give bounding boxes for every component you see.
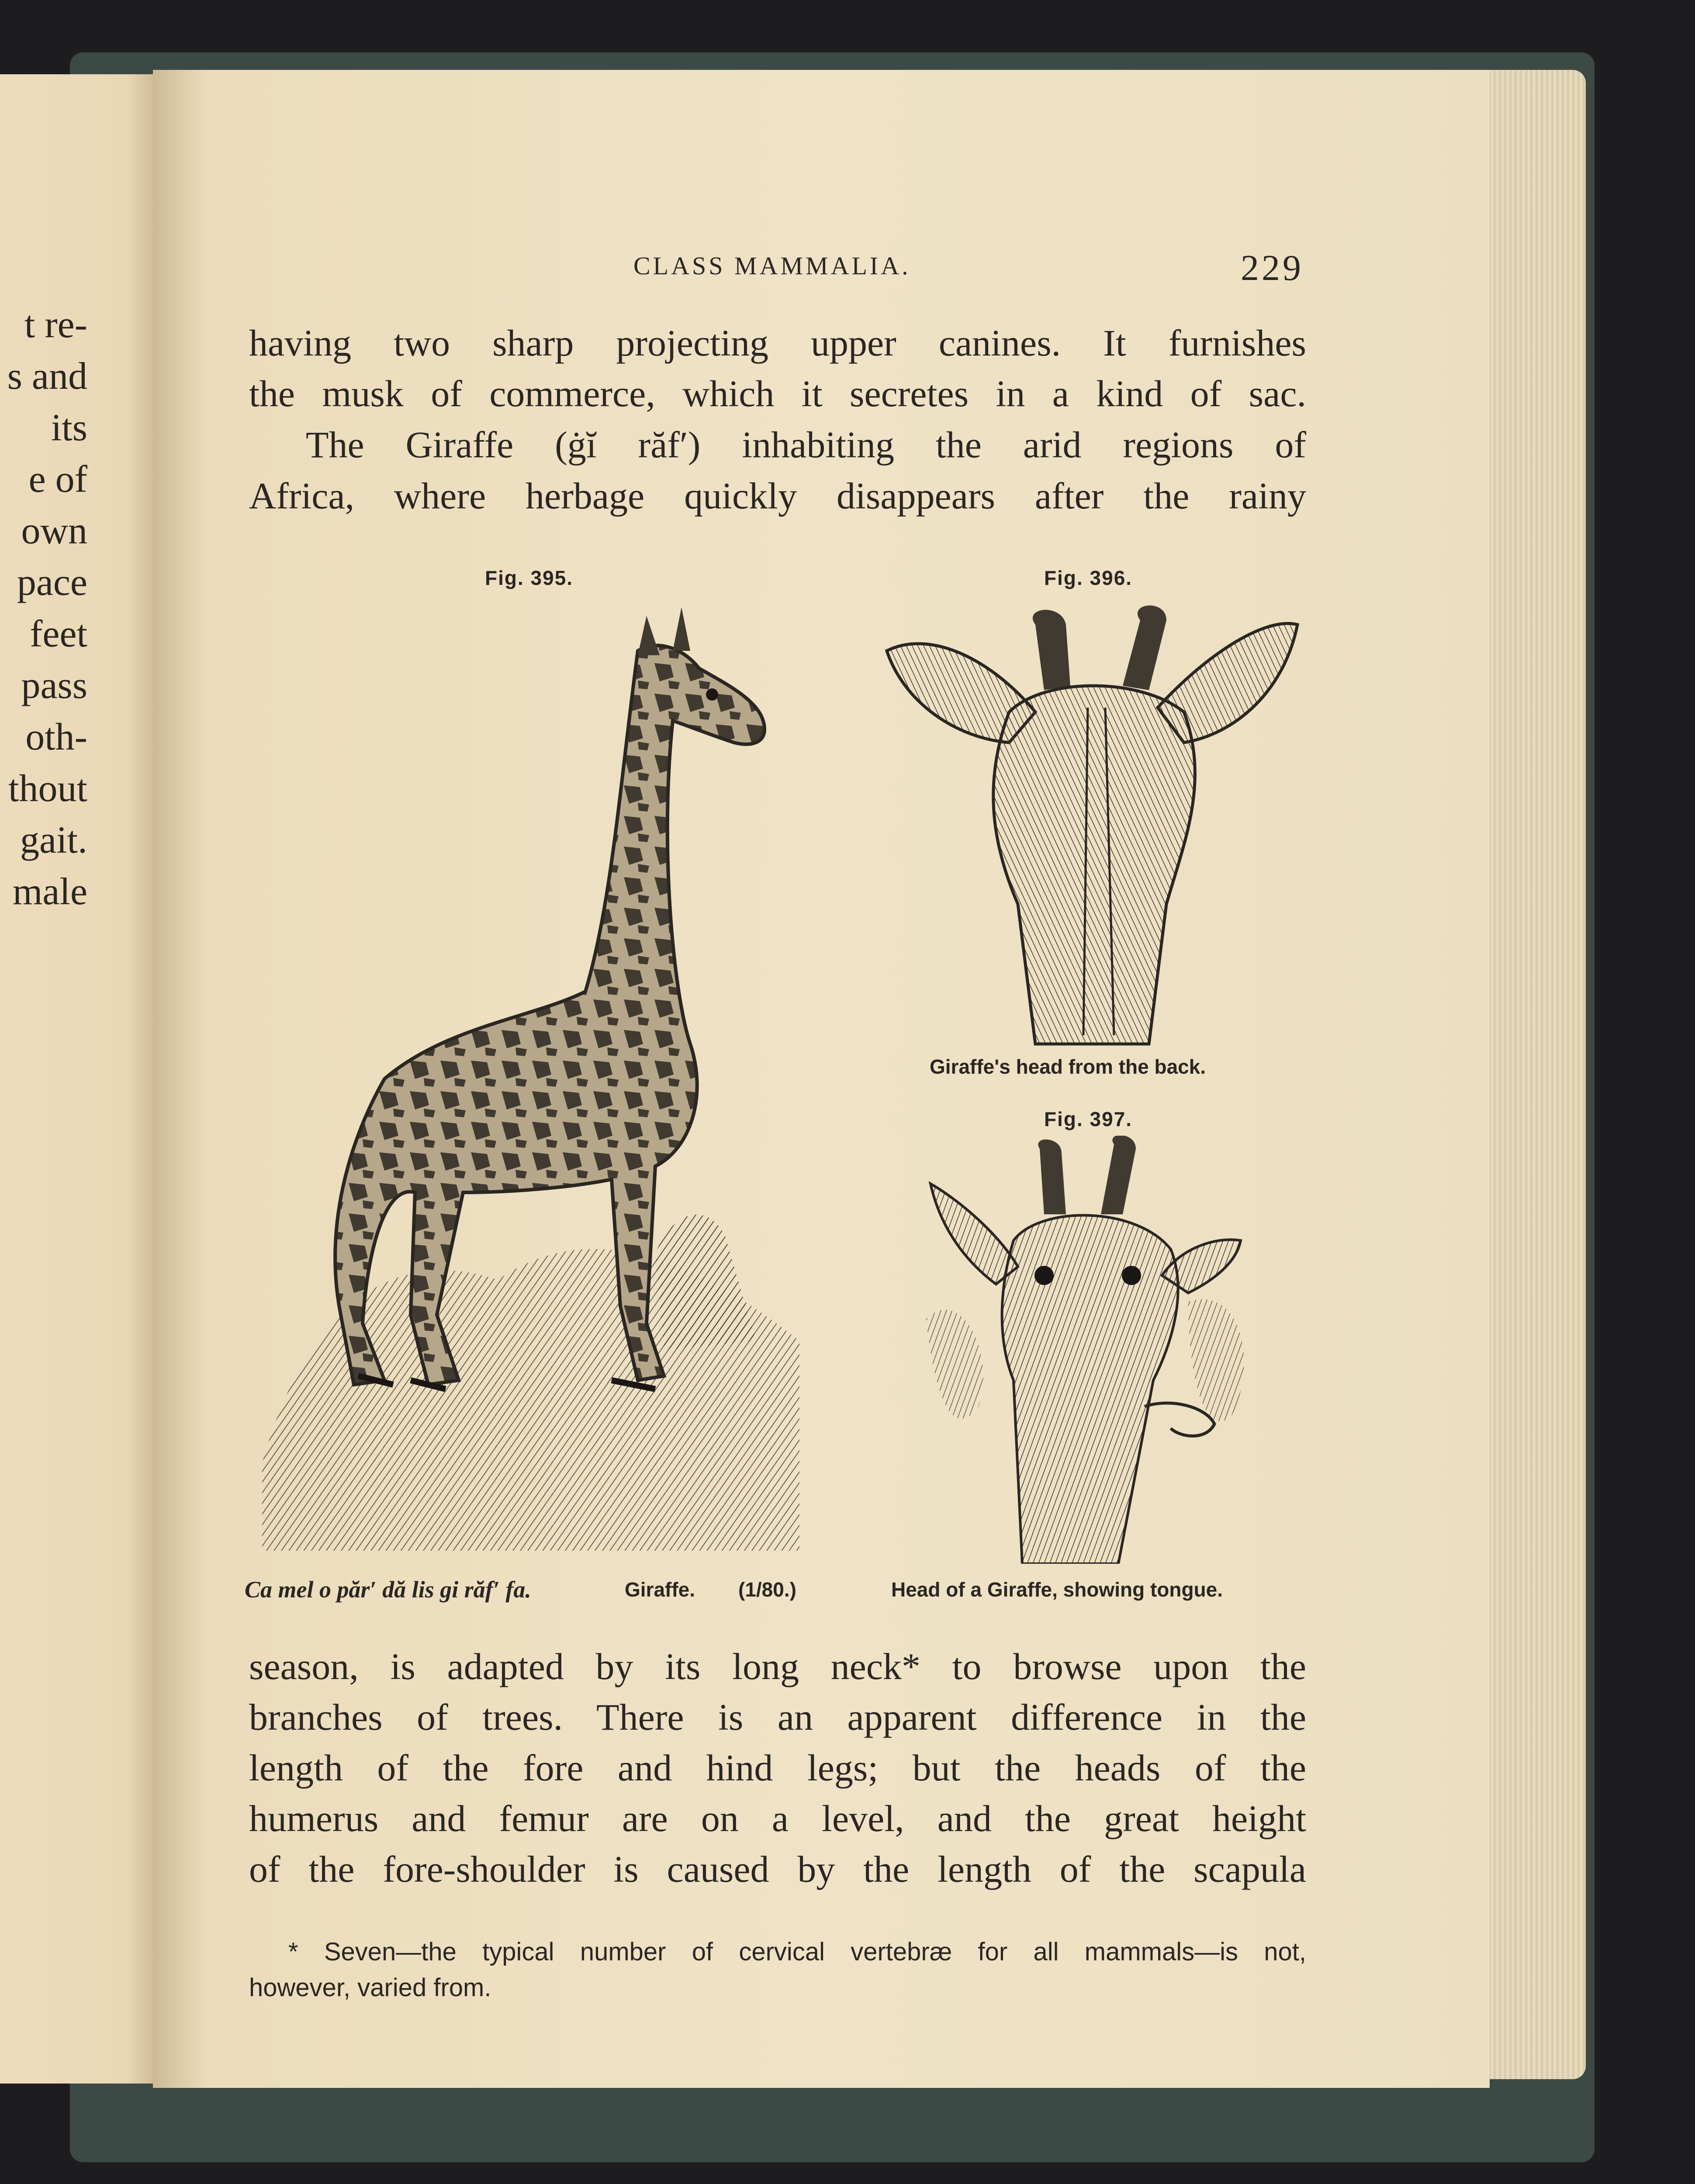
fig-395-caption-latin: Ca mel o păr′ dă lis gi răf′ fa. [245,1576,531,1603]
left-page-line: male [12,871,87,913]
body-text-line: branches of trees. There is an apparent difference in the [249,1696,1306,1738]
left-page-line: own [21,510,87,552]
left-page-line: pass [21,664,87,707]
body-text-line: having two sharp projecting upper canines. It furnishes [249,322,1306,364]
left-page-line: pace [17,561,87,604]
giraffe-head-back-illustration [878,598,1306,1048]
page-number: 229 [1241,248,1304,288]
left-page [0,74,157,2084]
fig-396-caption: Giraffe's head from the back. [930,1055,1206,1078]
body-text-line: Africa, where herbage quickly disappears after the rainy [249,475,1306,517]
footnote-line: however, varied from. [249,1973,491,2002]
left-page-line: its [51,407,87,449]
fig-395-label: Fig. 395. [485,567,574,589]
fig-395-caption-scale: (1/80.) [738,1578,796,1601]
left-page-line: thout [8,767,87,810]
left-page-line: t re- [24,304,87,346]
body-text-line: the musk of commerce, which it secretes in a kind of sac. [249,373,1306,415]
left-page-line: feet [30,613,87,655]
body-text-line: length of the fore and hind legs; but the heads of the [249,1747,1306,1789]
body-text-line: season, is adapted by its long neck* to browse upon the [249,1645,1306,1687]
page-edges [1477,70,1586,2079]
left-page-line: gait. [20,819,87,861]
fig-396-label: Fig. 396. [1044,567,1133,589]
body-text-line: humerus and femur are on a level, and the great height [249,1797,1306,1839]
body-text-line: of the fore-shoulder is caused by the length of the scapula [249,1848,1306,1890]
body-text-line: The Giraffe (ġĭ răf′) inhabiting the arid regions of [306,424,1306,466]
giraffe-full-illustration [253,598,808,1559]
left-page-line: e of [28,458,87,501]
fig-397-caption: Head of a Giraffe, showing tongue. [891,1578,1223,1601]
left-page-line: oth- [25,716,87,758]
fig-397-label: Fig. 397. [1044,1108,1133,1130]
giraffe-tongue-illustration [926,1136,1267,1564]
running-head: CLASS MAMMALIA. [633,252,911,280]
left-page-line: s and [7,355,87,397]
fig-395-caption-common: Giraffe. [625,1578,695,1601]
footnote-line: * Seven—the typical number of cervical vertebræ for all mammals—is not, [288,1938,1306,1966]
